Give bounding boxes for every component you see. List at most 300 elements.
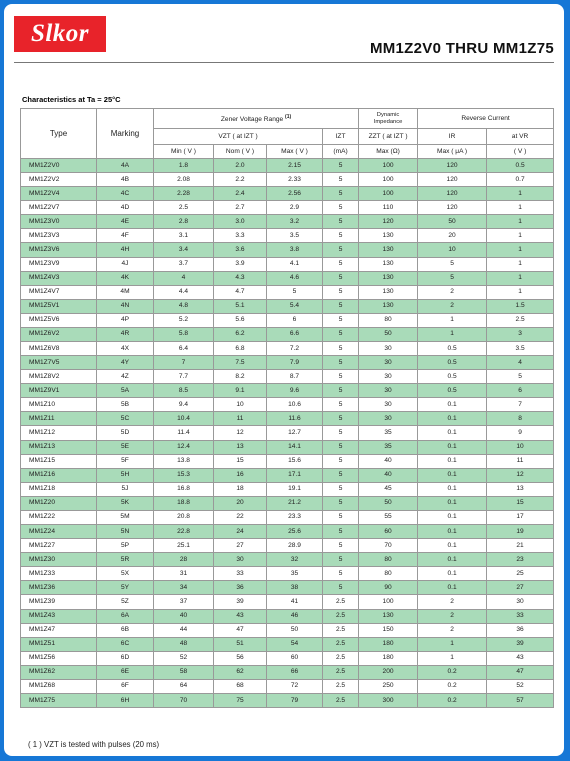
cell-vr: 36	[487, 623, 554, 637]
cell-max: 66	[267, 665, 323, 679]
header-zzt: ZZT ( at IZT )	[359, 129, 418, 145]
table-row	[21, 426, 554, 440]
cell-vr: 10	[487, 440, 554, 454]
cell-mark: 4X	[97, 342, 154, 356]
cell-type: MM1Z2V4	[21, 187, 97, 201]
cell-vr: 7	[487, 398, 554, 412]
cell-izt: 5	[323, 187, 359, 201]
cell-type: MM1Z27	[21, 539, 97, 553]
cell-mark: 4K	[97, 271, 154, 285]
table-row	[21, 356, 554, 370]
cell-max: 32	[267, 553, 323, 567]
cell-ir: 0.2	[418, 679, 487, 693]
cell-mark: 5A	[97, 384, 154, 398]
cell-mark: 4J	[97, 257, 154, 271]
cell-min: 7	[154, 356, 214, 370]
cell-izt: 5	[323, 426, 359, 440]
cell-nom: 68	[214, 679, 267, 693]
cell-nom: 6.2	[214, 327, 267, 341]
cell-ir: 0.1	[418, 539, 487, 553]
cell-zzt: 250	[359, 679, 418, 693]
cell-mark: 5N	[97, 525, 154, 539]
cell-vr: 5	[487, 370, 554, 384]
table-row	[21, 257, 554, 271]
cell-max: 2.15	[267, 159, 323, 173]
table-row	[21, 679, 554, 693]
cell-ir: 0.1	[418, 496, 487, 510]
table-row	[21, 173, 554, 187]
cell-izt: 5	[323, 539, 359, 553]
datasheet-page	[4, 4, 564, 756]
cell-mark: 5R	[97, 553, 154, 567]
cell-type: MM1Z36	[21, 581, 97, 595]
cell-type: MM1Z6V8	[21, 342, 97, 356]
cell-mark: 5D	[97, 426, 154, 440]
cell-izt: 5	[323, 271, 359, 285]
cell-ir: 0.1	[418, 482, 487, 496]
cell-nom: 39	[214, 595, 267, 609]
header-zener-group	[154, 109, 359, 129]
table-row	[21, 665, 554, 679]
cell-type: MM1Z9V1	[21, 384, 97, 398]
cell-min: 25.1	[154, 539, 214, 553]
cell-mark: 5P	[97, 539, 154, 553]
header-type: Type	[21, 109, 97, 159]
cell-nom: 10	[214, 398, 267, 412]
header-reverse-current: Reverse Current	[418, 109, 554, 129]
cell-min: 3.4	[154, 243, 214, 257]
cell-zzt: 35	[359, 426, 418, 440]
cell-min: 3.7	[154, 257, 214, 271]
header-dynamic-impedance	[359, 109, 418, 129]
table-row	[21, 454, 554, 468]
header-at-vr: at VR	[487, 129, 554, 145]
table-row	[21, 384, 554, 398]
cell-nom: 2.2	[214, 173, 267, 187]
cell-vr: 39	[487, 637, 554, 651]
cell-ir: 0.5	[418, 342, 487, 356]
cell-max: 2.56	[267, 187, 323, 201]
cell-min: 28	[154, 553, 214, 567]
table-row	[21, 651, 554, 665]
cell-izt: 5	[323, 525, 359, 539]
cell-zzt: 30	[359, 384, 418, 398]
brand-logo: Slkor	[14, 16, 106, 52]
cell-min: 2.08	[154, 173, 214, 187]
cell-izt: 5	[323, 299, 359, 313]
cell-max: 7.2	[267, 342, 323, 356]
cell-type: MM1Z10	[21, 398, 97, 412]
cell-mark: 4E	[97, 215, 154, 229]
cell-max: 79	[267, 693, 323, 707]
cell-max: 3.2	[267, 215, 323, 229]
cell-izt: 5	[323, 215, 359, 229]
cell-vr: 52	[487, 679, 554, 693]
cell-min: 58	[154, 665, 214, 679]
cell-max: 72	[267, 679, 323, 693]
section-title: Characteristics at Ta = 25°C	[22, 95, 121, 104]
cell-nom: 22	[214, 510, 267, 524]
cell-zzt: 30	[359, 342, 418, 356]
cell-max: 4.6	[267, 271, 323, 285]
cell-izt: 5	[323, 510, 359, 524]
cell-max: 7.9	[267, 356, 323, 370]
cell-mark: 4C	[97, 187, 154, 201]
cell-min: 11.4	[154, 426, 214, 440]
header-ma: (mA)	[323, 145, 359, 159]
table-row	[21, 693, 554, 707]
cell-min: 64	[154, 679, 214, 693]
cell-ir: 1	[418, 651, 487, 665]
cell-zzt: 40	[359, 454, 418, 468]
cell-type: MM1Z2V0	[21, 159, 97, 173]
cell-max: 46	[267, 609, 323, 623]
cell-min: 4.8	[154, 299, 214, 313]
cell-zzt: 40	[359, 468, 418, 482]
cell-type: MM1Z3V9	[21, 257, 97, 271]
cell-min: 48	[154, 637, 214, 651]
cell-mark: 5J	[97, 482, 154, 496]
cell-ir: 5	[418, 257, 487, 271]
table-row	[21, 201, 554, 215]
cell-izt: 2.5	[323, 651, 359, 665]
zener-group-note: (1)	[285, 113, 292, 120]
cell-type: MM1Z30	[21, 553, 97, 567]
cell-max: 12.7	[267, 426, 323, 440]
cell-min: 4.4	[154, 285, 214, 299]
cell-izt: 5	[323, 454, 359, 468]
cell-izt: 5	[323, 243, 359, 257]
page-title: MM1Z2V0 THRU MM1Z75	[369, 40, 554, 57]
cell-nom: 20	[214, 496, 267, 510]
cell-ir: 0.1	[418, 567, 487, 581]
header-izt: IZT	[323, 129, 359, 145]
cell-ir: 0.5	[418, 384, 487, 398]
table-row	[21, 637, 554, 651]
cell-type: MM1Z68	[21, 679, 97, 693]
characteristics-table	[20, 108, 554, 708]
cell-nom: 3.9	[214, 257, 267, 271]
cell-max: 23.3	[267, 510, 323, 524]
cell-mark: 4Z	[97, 370, 154, 384]
cell-mark: 6A	[97, 609, 154, 623]
cell-min: 5.8	[154, 327, 214, 341]
cell-zzt: 100	[359, 159, 418, 173]
cell-type: MM1Z39	[21, 595, 97, 609]
cell-vr: 1	[487, 271, 554, 285]
cell-izt: 5	[323, 398, 359, 412]
cell-izt: 2.5	[323, 637, 359, 651]
cell-max: 3.5	[267, 229, 323, 243]
cell-max: 38	[267, 581, 323, 595]
cell-zzt: 80	[359, 553, 418, 567]
cell-izt: 5	[323, 285, 359, 299]
cell-ir: 0.1	[418, 412, 487, 426]
table-row	[21, 412, 554, 426]
header-nom: Nom ( V )	[214, 145, 267, 159]
cell-vr: 1	[487, 229, 554, 243]
cell-vr: 3.5	[487, 342, 554, 356]
cell-izt: 2.5	[323, 623, 359, 637]
cell-izt: 2.5	[323, 693, 359, 707]
cell-zzt: 45	[359, 482, 418, 496]
table-row	[21, 595, 554, 609]
cell-izt: 5	[323, 370, 359, 384]
cell-vr: 27	[487, 581, 554, 595]
cell-ir: 1	[418, 313, 487, 327]
cell-mark: 5F	[97, 454, 154, 468]
cell-zzt: 300	[359, 693, 418, 707]
cell-min: 1.8	[154, 159, 214, 173]
cell-ir: 0.1	[418, 510, 487, 524]
cell-min: 20.8	[154, 510, 214, 524]
cell-mark: 5Y	[97, 581, 154, 595]
cell-min: 40	[154, 609, 214, 623]
cell-mark: 4A	[97, 159, 154, 173]
cell-zzt: 60	[359, 525, 418, 539]
cell-max: 5	[267, 285, 323, 299]
cell-max: 15.6	[267, 454, 323, 468]
cell-vr: 4	[487, 356, 554, 370]
cell-type: MM1Z33	[21, 567, 97, 581]
cell-izt: 5	[323, 412, 359, 426]
header-min: Min ( V )	[154, 145, 214, 159]
cell-min: 7.7	[154, 370, 214, 384]
cell-izt: 2.5	[323, 609, 359, 623]
cell-type: MM1Z7V5	[21, 356, 97, 370]
cell-max: 14.1	[267, 440, 323, 454]
cell-min: 4	[154, 271, 214, 285]
cell-max: 50	[267, 623, 323, 637]
cell-izt: 2.5	[323, 595, 359, 609]
cell-ir: 0.1	[418, 553, 487, 567]
cell-izt: 2.5	[323, 665, 359, 679]
cell-nom: 15	[214, 454, 267, 468]
cell-ir: 5	[418, 271, 487, 285]
cell-vr: 12	[487, 468, 554, 482]
table-row	[21, 187, 554, 201]
cell-ir: 20	[418, 229, 487, 243]
cell-mark: 5K	[97, 496, 154, 510]
cell-izt: 5	[323, 342, 359, 356]
cell-zzt: 130	[359, 285, 418, 299]
cell-nom: 75	[214, 693, 267, 707]
cell-min: 37	[154, 595, 214, 609]
cell-min: 12.4	[154, 440, 214, 454]
cell-type: MM1Z16	[21, 468, 97, 482]
cell-izt: 2.5	[323, 679, 359, 693]
cell-mark: 6D	[97, 651, 154, 665]
cell-min: 10.4	[154, 412, 214, 426]
cell-nom: 4.3	[214, 271, 267, 285]
cell-zzt: 30	[359, 356, 418, 370]
cell-type: MM1Z3V0	[21, 215, 97, 229]
cell-mark: 6B	[97, 623, 154, 637]
cell-izt: 5	[323, 567, 359, 581]
cell-max: 41	[267, 595, 323, 609]
cell-izt: 5	[323, 201, 359, 215]
table-row	[21, 553, 554, 567]
cell-min: 13.8	[154, 454, 214, 468]
cell-mark: 5E	[97, 440, 154, 454]
cell-mark: 5B	[97, 398, 154, 412]
cell-max: 54	[267, 637, 323, 651]
cell-vr: 23	[487, 553, 554, 567]
header-ir: IR	[418, 129, 487, 145]
cell-type: MM1Z43	[21, 609, 97, 623]
header-max-ua: Max ( μA )	[418, 145, 487, 159]
cell-type: MM1Z24	[21, 525, 97, 539]
cell-zzt: 130	[359, 257, 418, 271]
cell-vr: 1	[487, 215, 554, 229]
cell-mark: 6H	[97, 693, 154, 707]
cell-mark: 6C	[97, 637, 154, 651]
table-row	[21, 567, 554, 581]
cell-min: 16.8	[154, 482, 214, 496]
cell-type: MM1Z15	[21, 454, 97, 468]
cell-type: MM1Z75	[21, 693, 97, 707]
cell-max: 25.6	[267, 525, 323, 539]
cell-izt: 5	[323, 468, 359, 482]
table-row	[21, 398, 554, 412]
cell-min: 44	[154, 623, 214, 637]
cell-izt: 5	[323, 159, 359, 173]
cell-vr: 1	[487, 201, 554, 215]
cell-vr: 2.5	[487, 313, 554, 327]
cell-mark: 5Z	[97, 595, 154, 609]
cell-ir: 120	[418, 187, 487, 201]
cell-nom: 33	[214, 567, 267, 581]
cell-nom: 8.2	[214, 370, 267, 384]
table-row	[21, 496, 554, 510]
cell-ir: 1	[418, 327, 487, 341]
cell-ir: 1	[418, 637, 487, 651]
cell-max: 6	[267, 313, 323, 327]
cell-min: 34	[154, 581, 214, 595]
cell-zzt: 80	[359, 313, 418, 327]
cell-nom: 6.8	[214, 342, 267, 356]
cell-mark: 5X	[97, 567, 154, 581]
cell-zzt: 30	[359, 412, 418, 426]
cell-zzt: 100	[359, 187, 418, 201]
cell-zzt: 180	[359, 651, 418, 665]
cell-nom: 9.1	[214, 384, 267, 398]
cell-vr: 6	[487, 384, 554, 398]
cell-max: 11.6	[267, 412, 323, 426]
cell-mark: 4D	[97, 201, 154, 215]
table-row	[21, 440, 554, 454]
cell-nom: 5.1	[214, 299, 267, 313]
cell-vr: 0.5	[487, 159, 554, 173]
header-max: Max ( V )	[267, 145, 323, 159]
cell-nom: 2.7	[214, 201, 267, 215]
cell-max: 60	[267, 651, 323, 665]
cell-zzt: 50	[359, 327, 418, 341]
cell-min: 18.8	[154, 496, 214, 510]
cell-zzt: 130	[359, 229, 418, 243]
cell-zzt: 200	[359, 665, 418, 679]
table-row	[21, 327, 554, 341]
cell-type: MM1Z8V2	[21, 370, 97, 384]
cell-max: 2.33	[267, 173, 323, 187]
header-divider	[14, 62, 554, 63]
cell-ir: 0.1	[418, 454, 487, 468]
cell-nom: 2.4	[214, 187, 267, 201]
table-row	[21, 609, 554, 623]
cell-nom: 11	[214, 412, 267, 426]
cell-nom: 30	[214, 553, 267, 567]
cell-ir: 0.1	[418, 426, 487, 440]
cell-ir: 2	[418, 609, 487, 623]
cell-max: 35	[267, 567, 323, 581]
cell-type: MM1Z22	[21, 510, 97, 524]
cell-vr: 1	[487, 243, 554, 257]
cell-min: 15.3	[154, 468, 214, 482]
table-row	[21, 243, 554, 257]
cell-ir: 2	[418, 623, 487, 637]
cell-vr: 57	[487, 693, 554, 707]
cell-ir: 0.5	[418, 356, 487, 370]
cell-type: MM1Z5V6	[21, 313, 97, 327]
cell-vr: 8	[487, 412, 554, 426]
cell-max: 6.6	[267, 327, 323, 341]
cell-vr: 15	[487, 496, 554, 510]
cell-izt: 5	[323, 327, 359, 341]
table-row	[21, 525, 554, 539]
cell-izt: 5	[323, 440, 359, 454]
cell-mark: 4H	[97, 243, 154, 257]
cell-nom: 3.3	[214, 229, 267, 243]
cell-ir: 0.2	[418, 665, 487, 679]
cell-type: MM1Z5V1	[21, 299, 97, 313]
table-row	[21, 539, 554, 553]
cell-max: 3.8	[267, 243, 323, 257]
cell-vr: 3	[487, 327, 554, 341]
cell-nom: 3.6	[214, 243, 267, 257]
cell-type: MM1Z3V6	[21, 243, 97, 257]
cell-nom: 62	[214, 665, 267, 679]
cell-izt: 5	[323, 482, 359, 496]
cell-mark: 5H	[97, 468, 154, 482]
cell-max: 5.4	[267, 299, 323, 313]
cell-ir: 0.2	[418, 693, 487, 707]
table-row	[21, 159, 554, 173]
table-row	[21, 581, 554, 595]
cell-nom: 16	[214, 468, 267, 482]
cell-max: 17.1	[267, 468, 323, 482]
cell-max: 2.9	[267, 201, 323, 215]
cell-type: MM1Z62	[21, 665, 97, 679]
cell-ir: 120	[418, 201, 487, 215]
cell-min: 5.2	[154, 313, 214, 327]
cell-nom: 4.7	[214, 285, 267, 299]
cell-vr: 47	[487, 665, 554, 679]
cell-mark: 4R	[97, 327, 154, 341]
cell-type: MM1Z51	[21, 637, 97, 651]
cell-mark: 4F	[97, 229, 154, 243]
cell-ir: 0.1	[418, 440, 487, 454]
cell-max: 10.6	[267, 398, 323, 412]
cell-ir: 0.1	[418, 581, 487, 595]
cell-type: MM1Z12	[21, 426, 97, 440]
header-v: ( V )	[487, 145, 554, 159]
cell-mark: 4P	[97, 313, 154, 327]
cell-zzt: 130	[359, 609, 418, 623]
table-row	[21, 482, 554, 496]
cell-type: MM1Z2V2	[21, 173, 97, 187]
cell-min: 70	[154, 693, 214, 707]
cell-nom: 5.6	[214, 313, 267, 327]
